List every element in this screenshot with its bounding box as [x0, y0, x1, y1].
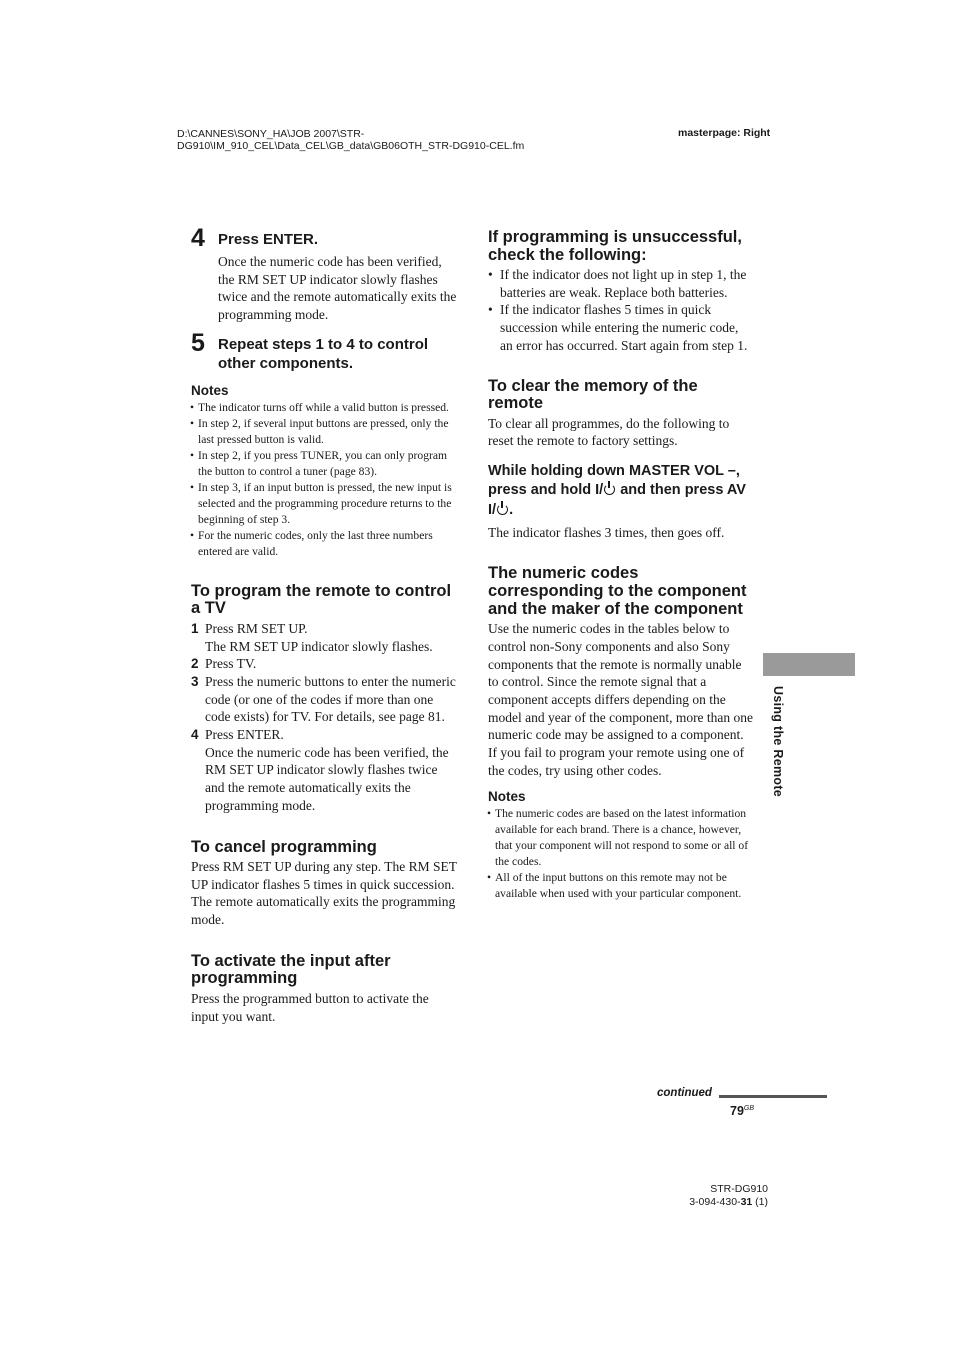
note-item: • In step 2, if several input buttons are pressed, only the last pressed button is valid.	[191, 416, 457, 448]
step-number: 4	[191, 224, 205, 252]
notes-heading: Notes	[191, 382, 229, 398]
clear-instruction	[488, 462, 754, 521]
cancel-body: Press RM SET UP during any step. The RM SET UP indicator flashes 5 times in quick succession. The remote automatically exits the programming mode.	[191, 859, 457, 928]
side-tab-bar	[763, 653, 855, 676]
tv-heading: To program the remote to control a TV	[191, 581, 452, 618]
right-column	[488, 228, 754, 902]
page-number-suffix: GB	[743, 1104, 755, 1112]
model-code-suffix: (1)	[752, 1195, 768, 1208]
clear-result: The indicator flashes 3 times, then goes off.	[488, 525, 725, 541]
model-code-bold: 31	[740, 1195, 753, 1208]
unsuccessful-item: • If the indicator flashes 5 times in quick succession while entering the numeric code, an error has occurred. Start again from step 1.	[488, 301, 754, 354]
codes-notes-heading: Notes	[488, 789, 526, 805]
note-item: • The indicator turns off while a valid button is pressed.	[191, 400, 457, 416]
step-5	[191, 328, 457, 373]
step-body: Once the numeric code has been verified, the RM SET UP indicator slowly flashes twice and the remote automatically exits the programming mode.	[218, 254, 457, 323]
tv-step-number: 4	[191, 727, 199, 743]
note-item: • For the numeric codes, only the last three numbers entered are valid.	[191, 528, 457, 560]
clear-heading: To clear the memory of the remote	[488, 376, 698, 413]
step-number: 5	[191, 328, 205, 357]
clear-instruction-part-1: While holding down MASTER VOL –, press and hold I/	[488, 462, 740, 499]
activate-heading: To activate the input after programming	[191, 951, 391, 988]
tv-step-number: 2	[191, 656, 199, 672]
tv-step	[191, 726, 457, 815]
tv-step	[191, 655, 457, 673]
tv-step-text: Press TV.	[205, 656, 257, 672]
power-icon	[604, 484, 615, 495]
tv-steps	[191, 620, 457, 815]
tv-step	[191, 673, 457, 726]
left-column	[191, 222, 457, 1025]
clear-instruction-part-2: and then press AV I/	[488, 482, 746, 518]
page-number	[730, 1104, 754, 1118]
codes-notes-list	[488, 806, 754, 902]
tv-step-text: Press the numeric buttons to enter the numeric code (or one of the codes if more than one code exists) for TV. For details, see page 81.	[205, 673, 456, 725]
unsuccessful-heading: If programming is unsuccessful, check the following:	[488, 228, 742, 264]
tv-step-extra: Once the numeric code has been verified, the RM SET UP indicator slowly flashes twice and the remote automatically exits the programming mode.	[205, 744, 449, 813]
activate-body: Press the programmed button to activate the input you want.	[191, 990, 429, 1024]
step-title: Press ENTER.	[218, 231, 319, 248]
note-item: • The numeric codes are based on the latest information available for each brand. There is a chance, however, that your component will not respond to some or all of the codes.	[488, 806, 754, 870]
tv-step-text: Press ENTER.	[205, 727, 284, 743]
codes-heading: The numeric codes corresponding to the component and the maker of the component	[488, 564, 747, 619]
masterpage-label: masterpage: Right	[678, 127, 771, 139]
note-item: • In step 3, if an input button is pressed, the new input is selected and the programming procedure returns to the beginning of step 3.	[191, 480, 457, 528]
tv-step	[191, 620, 457, 655]
clear-body: To clear all programmes, do the following to reset the remote to factory settings.	[488, 415, 730, 449]
page-number-value: 79	[730, 1104, 744, 1118]
unsuccessful-item: • If the indicator does not light up in step 1, the batteries are weak. Replace both batteries.	[488, 266, 754, 301]
file-path	[177, 128, 524, 152]
continued-label: continued	[657, 1087, 712, 1099]
codes-body: Use the numeric codes in the tables below to control non-Sony components and also Sony components that the remote is normally unable to control. Since the remote signal that a component accepts differs depending on the model and year of the component, more than one numeric code may be assigned to a component. If you fail to program your remote using one of the codes, try using other codes.	[488, 621, 754, 778]
cancel-heading: To cancel programming	[191, 837, 377, 856]
power-icon	[497, 504, 508, 515]
note-item: • All of the input buttons on this remote may not be available when used with your particular component.	[488, 870, 754, 902]
file-path-line-2: DG910\IM_910_CEL\Data_CEL\GB_data\GB06OTH_STR-DG910-CEL.fm	[177, 140, 525, 152]
continued-rule	[719, 1095, 827, 1098]
tv-step-text: Press RM SET UP.	[205, 620, 308, 636]
tv-step-number: 3	[191, 673, 199, 689]
file-path-line-1: D:\CANNES\SONY_HA\JOB 2007\STR-	[177, 128, 365, 140]
model-name: STR-DG910	[710, 1183, 768, 1195]
unsuccessful-list	[488, 266, 754, 355]
step-4	[191, 224, 457, 324]
step-title: Repeat steps 1 to 4 to control other components.	[218, 335, 429, 372]
notes-list	[191, 400, 457, 560]
model-code-prefix: 3-094-430-	[689, 1195, 741, 1208]
note-item: • In step 2, if you press TUNER, you can only program the button to control a tuner (page 83).	[191, 448, 457, 480]
model-code	[684, 1196, 768, 1209]
tv-step-extra: The RM SET UP indicator slowly flashes.	[205, 638, 433, 654]
side-tab-label: Using the Remote	[771, 686, 785, 798]
tv-step-number: 1	[191, 620, 199, 636]
model-info	[684, 1183, 768, 1208]
clear-instruction-part-3: .	[509, 501, 514, 518]
